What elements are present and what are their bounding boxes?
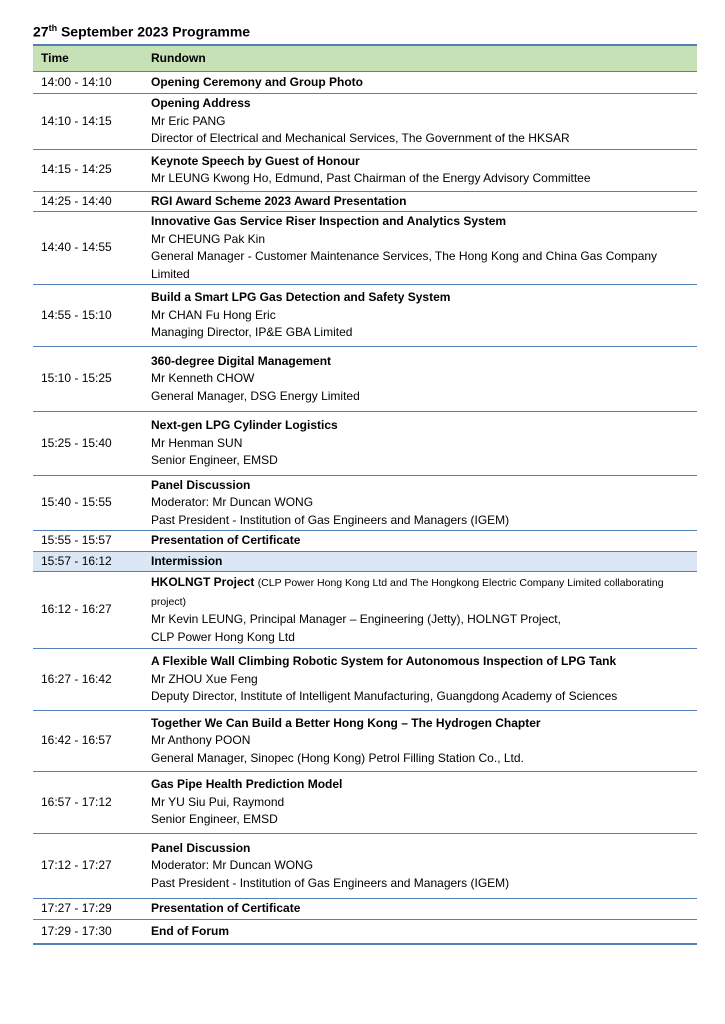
table-row (33, 71, 697, 94)
row-rundown (143, 475, 697, 531)
session-detail: General Manager - Customer Maintenance Services, The Hong Kong and China Gas Company Limited (151, 249, 658, 281)
session-title (151, 776, 689, 794)
session-detail: Director of Electrical and Mechanical Services, The Government of the HKSAR (151, 131, 570, 145)
header-rundown: Rundown (143, 45, 697, 71)
session-detail: Deputy Director, Institute of Intelligent Manufacturing, Guangdong Academy of Sciences (151, 689, 618, 703)
row-rundown (143, 71, 697, 94)
row-time: 15:55 - 15:57 (33, 531, 143, 552)
table-header (33, 45, 697, 71)
row-rundown (143, 710, 697, 772)
row-rundown (143, 191, 697, 212)
session-title (151, 153, 689, 171)
row-rundown (143, 919, 697, 944)
row-rundown (143, 772, 697, 834)
row-rundown (143, 412, 697, 476)
row-time: 15:25 - 15:40 (33, 412, 143, 476)
row-time: 14:40 - 14:55 (33, 212, 143, 285)
session-title-text: Next-gen LPG Cylinder Logistics (151, 418, 338, 432)
programme-table (33, 44, 697, 945)
row-time: 16:12 - 16:27 (33, 572, 143, 649)
session-title-text: Panel Discussion (151, 477, 251, 492)
session-title-text: HKOLNGT Project (151, 575, 255, 589)
table-row (33, 649, 697, 711)
row-rundown (143, 285, 697, 347)
table-row (33, 572, 697, 649)
session-title-text: Keynote Speech by Guest of Honour (151, 153, 360, 168)
session-detail: Mr YU Siu Pui, Raymond (151, 794, 285, 809)
table-row (33, 531, 697, 552)
row-rundown (143, 551, 697, 572)
table-row (33, 346, 697, 412)
row-rundown (143, 346, 697, 412)
session-title (151, 193, 689, 211)
session-title (151, 353, 689, 371)
session-title (151, 213, 689, 231)
row-time: 17:29 - 17:30 (33, 919, 143, 944)
session-note: (CLP Power Hong Kong Ltd and The Hongkong Electric Company Limited collaborating project) (151, 577, 664, 608)
session-detail: Managing Director, IP&E GBA Limited (151, 325, 353, 339)
row-rundown (143, 531, 697, 552)
row-time: 16:57 - 17:12 (33, 772, 143, 834)
row-rundown (143, 833, 697, 899)
row-time: 16:27 - 16:42 (33, 649, 143, 711)
session-title-text: RGI Award Scheme 2023 Award Presentation (151, 193, 407, 208)
session-title-text: A Flexible Wall Climbing Robotic System for Autonomous Inspection of LPG Tank (151, 654, 617, 668)
session-title-text: Gas Pipe Health Prediction Model (151, 777, 343, 791)
page-title: 27th September 2023 Programme (33, 23, 251, 40)
session-title-text: Presentation of Certificate (151, 533, 301, 547)
table-row (33, 475, 697, 531)
table-row (33, 212, 697, 285)
table-row (33, 191, 697, 212)
row-time: 14:15 - 14:25 (33, 149, 143, 191)
session-detail: Mr Kevin LEUNG, Principal Manager – Engineering (Jetty), HOLNGT Project, (151, 612, 561, 626)
row-time: 15:40 - 15:55 (33, 475, 143, 531)
session-title-text: Presentation of Certificate (151, 901, 301, 915)
session-title (151, 840, 689, 858)
table-row (33, 710, 697, 772)
session-title (151, 900, 689, 918)
row-time: 15:10 - 15:25 (33, 346, 143, 412)
session-title (151, 95, 689, 113)
session-detail: Past President - Institution of Gas Engineers and Managers (IGEM) (151, 875, 510, 890)
header-time: Time (33, 45, 143, 71)
session-detail: Mr CHEUNG Pak Kin (151, 231, 266, 246)
table-row (33, 919, 697, 944)
session-detail: General Manager, DSG Energy Limited (151, 388, 360, 403)
row-time: 16:42 - 16:57 (33, 710, 143, 772)
session-detail: Moderator: Mr Duncan WONG (151, 495, 314, 509)
session-detail: Mr LEUNG Kwong Ho, Edmund, Past Chairman of the Energy Advisory Committee (151, 171, 591, 185)
session-title (151, 74, 689, 92)
session-title-text: Intermission (151, 553, 223, 568)
session-title-text: Build a Smart LPG Gas Detection and Safety System (151, 290, 451, 304)
session-detail: Mr Kenneth CHOW (151, 371, 255, 385)
row-rundown (143, 572, 697, 649)
session-title (151, 923, 689, 941)
row-time: 17:27 - 17:29 (33, 899, 143, 920)
table-row (33, 94, 697, 150)
session-detail: Senior Engineer, EMSD (151, 453, 278, 467)
session-detail: Mr CHAN Fu Hong Eric (151, 307, 276, 322)
row-time: 14:00 - 14:10 (33, 71, 143, 94)
row-rundown (143, 94, 697, 150)
row-time: 14:25 - 14:40 (33, 191, 143, 212)
row-rundown (143, 149, 697, 191)
session-title-text: End of Forum (151, 923, 229, 938)
table-row (33, 149, 697, 191)
session-title-text: Together We Can Build a Better Hong Kong – The Hydrogen Chapter (151, 715, 541, 730)
session-title-text: 360-degree Digital Management (151, 353, 332, 368)
session-detail: General Manager, Sinopec (Hong Kong) Petrol Filling Station Co., Ltd. (151, 750, 524, 765)
session-title-text: Innovative Gas Service Riser Inspection and Analytics System (151, 214, 507, 228)
session-title-text: Panel Discussion (151, 840, 251, 855)
table-row (33, 412, 697, 476)
row-rundown (143, 899, 697, 920)
session-detail: Moderator: Mr Duncan WONG (151, 858, 314, 872)
row-time: 17:12 - 17:27 (33, 833, 143, 899)
session-title (151, 532, 689, 550)
table-row (33, 899, 697, 920)
session-detail: CLP Power Hong Kong Ltd (151, 629, 295, 644)
session-title (151, 715, 689, 733)
row-time: 14:10 - 14:15 (33, 94, 143, 150)
session-detail: Mr Anthony POON (151, 733, 251, 747)
table-row (33, 285, 697, 347)
session-detail: Past President - Institution of Gas Engineers and Managers (IGEM) (151, 512, 510, 527)
row-time: 14:55 - 15:10 (33, 285, 143, 347)
row-time: 15:57 - 16:12 (33, 551, 143, 572)
session-title (151, 653, 689, 671)
row-rundown (143, 212, 697, 285)
table-row (33, 772, 697, 834)
table-row (33, 833, 697, 899)
session-title (151, 477, 689, 495)
row-rundown (143, 649, 697, 711)
session-detail: Mr Eric PANG (151, 113, 226, 128)
session-title-text: Opening Address (151, 96, 251, 110)
session-title (151, 289, 689, 307)
session-title-text: Opening Ceremony and Group Photo (151, 74, 364, 89)
session-title (151, 553, 689, 571)
table-row (33, 551, 697, 572)
session-detail: Mr Henman SUN (151, 435, 243, 450)
session-detail: Senior Engineer, EMSD (151, 812, 278, 826)
session-detail: Mr ZHOU Xue Feng (151, 671, 258, 686)
session-title (151, 574, 689, 611)
session-title (151, 417, 689, 435)
